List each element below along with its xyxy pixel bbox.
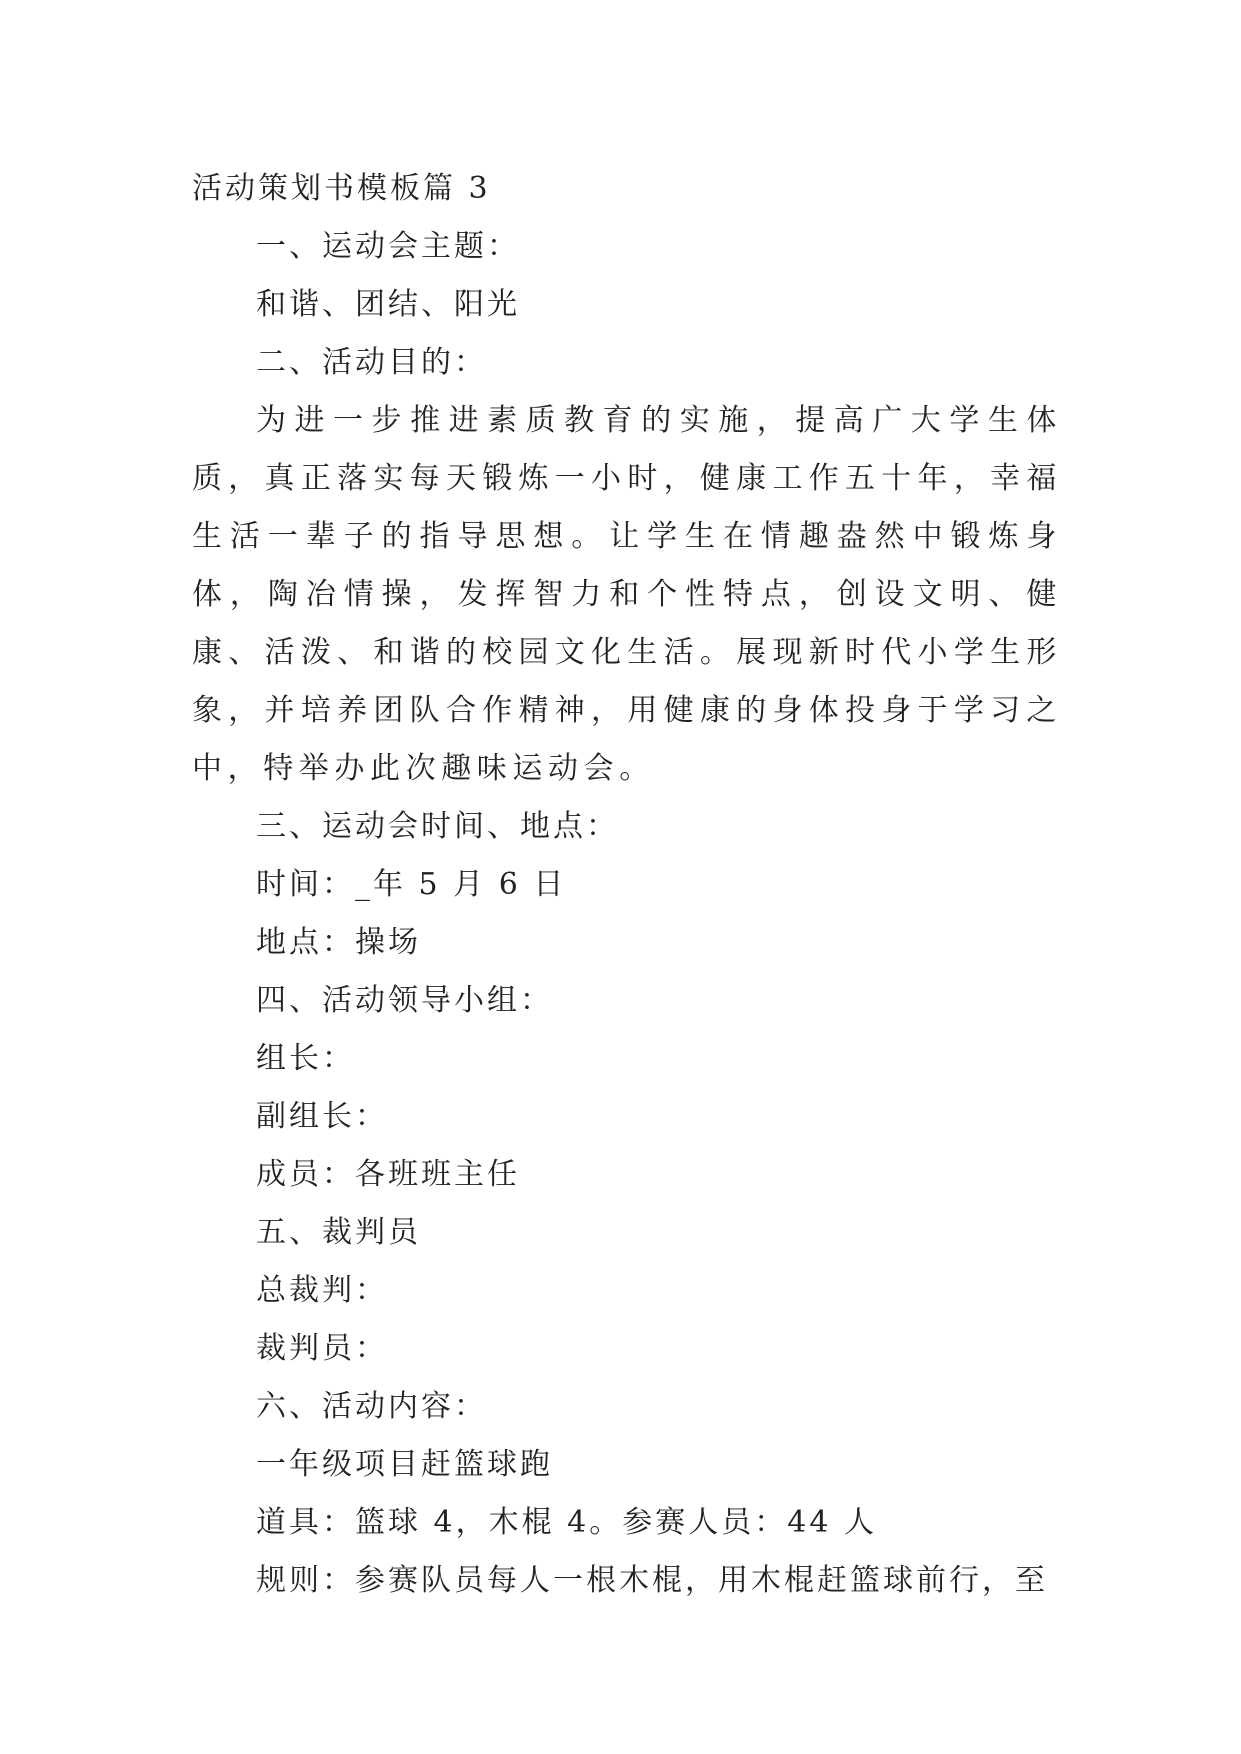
theme-text: 和谐、团结、阳光: [256, 287, 520, 322]
vice-leader-text: 副组长：: [256, 1099, 388, 1134]
purpose-paragraph: 为进一步推进素质教育的实施，提高广大学生体质，真正落实每天锻炼一小时，健康工作五十年，幸福生活一辈子的指导思想。让学生在情趣盎然中锻炼身体，陶冶情操，发挥智力和个性特点，创设文明、健康、活泼、和谐的校园文化生活。展现新时代小学生形象，并培养团队合作精神，用健康的身体投身于学习之中，特举办此次趣味运动会。: [192, 403, 1062, 786]
place-text: 地点：操场: [256, 925, 421, 960]
document-title: 活动策划书模板篇 3: [192, 171, 491, 206]
grade1-event-text: 一年级项目赶篮球跑: [256, 1447, 553, 1482]
document-body: [192, 160, 1062, 1610]
section-heading-time-place: 三、运动会时间、地点：: [256, 809, 619, 844]
section-heading-content: 六、活动内容：: [256, 1389, 487, 1424]
section-heading-purpose: 二、活动目的：: [256, 345, 487, 380]
section-heading-referees: 五、裁判员: [256, 1215, 421, 1250]
rules-text: 规则：参赛队员每人一根木棍，用木棍赶篮球前行，至: [256, 1563, 1048, 1598]
leader-text: 组长：: [256, 1041, 355, 1076]
chief-referee-text: 总裁判：: [256, 1273, 388, 1308]
referees-text: 裁判员：: [256, 1331, 388, 1366]
props-text: 道具：篮球 4，木棍 4。参赛人员：44 人: [256, 1505, 877, 1540]
section-heading-leaders: 四、活动领导小组：: [256, 983, 553, 1018]
time-text: 时间：_年 5 月 6 日: [256, 867, 567, 902]
section-heading-theme: 一、运动会主题：: [256, 229, 520, 264]
members-text: 成员：各班班主任: [256, 1157, 520, 1192]
